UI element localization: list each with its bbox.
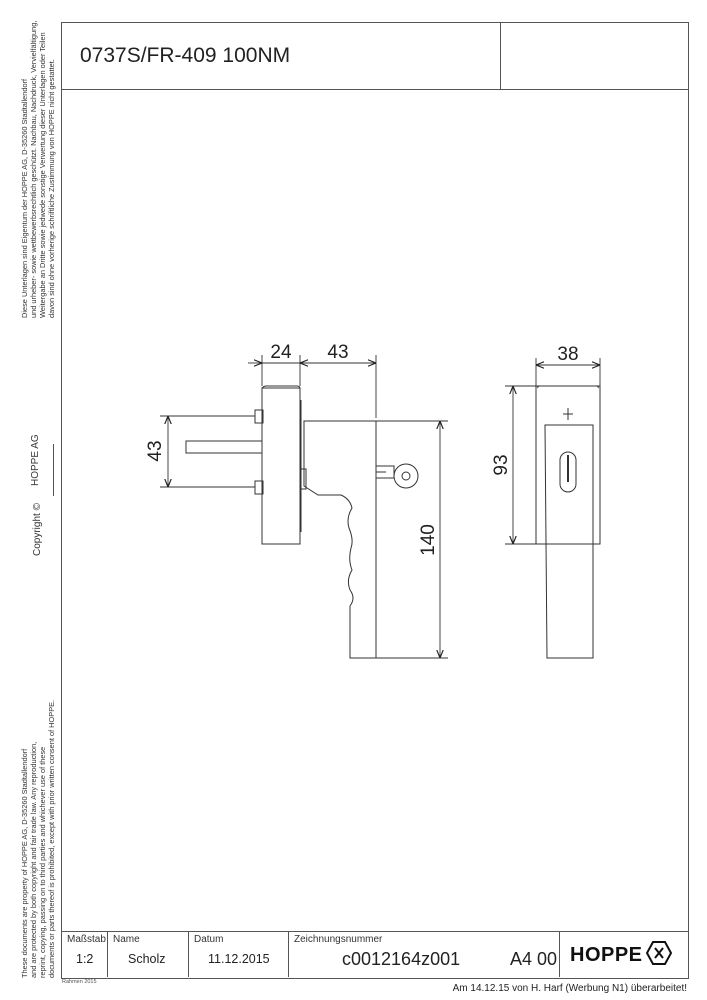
hoppe-logo xyxy=(570,942,672,968)
spindle xyxy=(186,441,262,453)
tb-div-3 xyxy=(288,931,289,977)
scale-label: Maßstab xyxy=(67,934,106,945)
tb-div-2 xyxy=(188,931,189,977)
tb-div-1 xyxy=(107,931,108,977)
revision-note: Am 14.12.15 von H. Harf (Werbung N1) überarbeitet! xyxy=(452,983,687,994)
copyright-label: Copyright © xyxy=(32,503,43,556)
german-copyright-notice: Diese Unterlagen sind Eigentum der HOPPE AG, D-35260 Stadtallendorf und urheber- sowie wettbewerbsrechtlich geschützt. Nachbau, Nachdruck, Vervielfältigung, Weitergabe an Dritte sowie jedwede sonstige Verwertung dieser Unterlagen oder Teilen davon sind ohne vorherige schriftliche Zustimmung von HOPPE nicht gestattet. xyxy=(20,20,56,318)
frame-note: Rahmen 2015 xyxy=(62,979,97,985)
dim-width-rose: 24 xyxy=(270,342,292,363)
drawing-number-label: Zeichnungsnummer xyxy=(294,934,383,945)
format-value: A4 00 xyxy=(510,949,558,969)
dim-spindle-spacing: 43 xyxy=(145,440,166,462)
hoppe-logo-icon xyxy=(646,941,672,970)
name-label: Name xyxy=(113,934,140,945)
dim-offset-handle: 43 xyxy=(327,342,349,363)
key-icon xyxy=(376,464,418,488)
tb-div-4 xyxy=(559,931,560,977)
dim-handle-length: 140 xyxy=(418,524,439,556)
company-label: HOPPE AG xyxy=(30,434,41,486)
scale-value: 1:2 xyxy=(76,952,94,966)
side-view-rose xyxy=(262,388,300,544)
hoppe-logo-text: HOPPE xyxy=(570,943,643,966)
drawing-number-value: c0012164z001 xyxy=(342,949,461,969)
drawing-title: 0737S/FR-409 100NM xyxy=(80,44,291,67)
date-label: Datum xyxy=(194,934,224,945)
title-block-top xyxy=(61,931,688,932)
dim-front-width: 38 xyxy=(557,344,579,365)
name-value: Scholz xyxy=(128,952,166,966)
date-value: 11.12.2015 xyxy=(208,952,270,966)
side-view-lever xyxy=(304,421,376,658)
dim-front-height: 93 xyxy=(491,454,512,476)
english-copyright-notice: These documents are property of HOPPE AG, D-35260 Stadtallendorf and are protected by both copyright and fair trade law. Any reproduction, reprint, copying, passing on to third parties and whichever use of these documents or parts thereof is prohibited, except with prior written consent of HOPPE. xyxy=(20,699,56,978)
